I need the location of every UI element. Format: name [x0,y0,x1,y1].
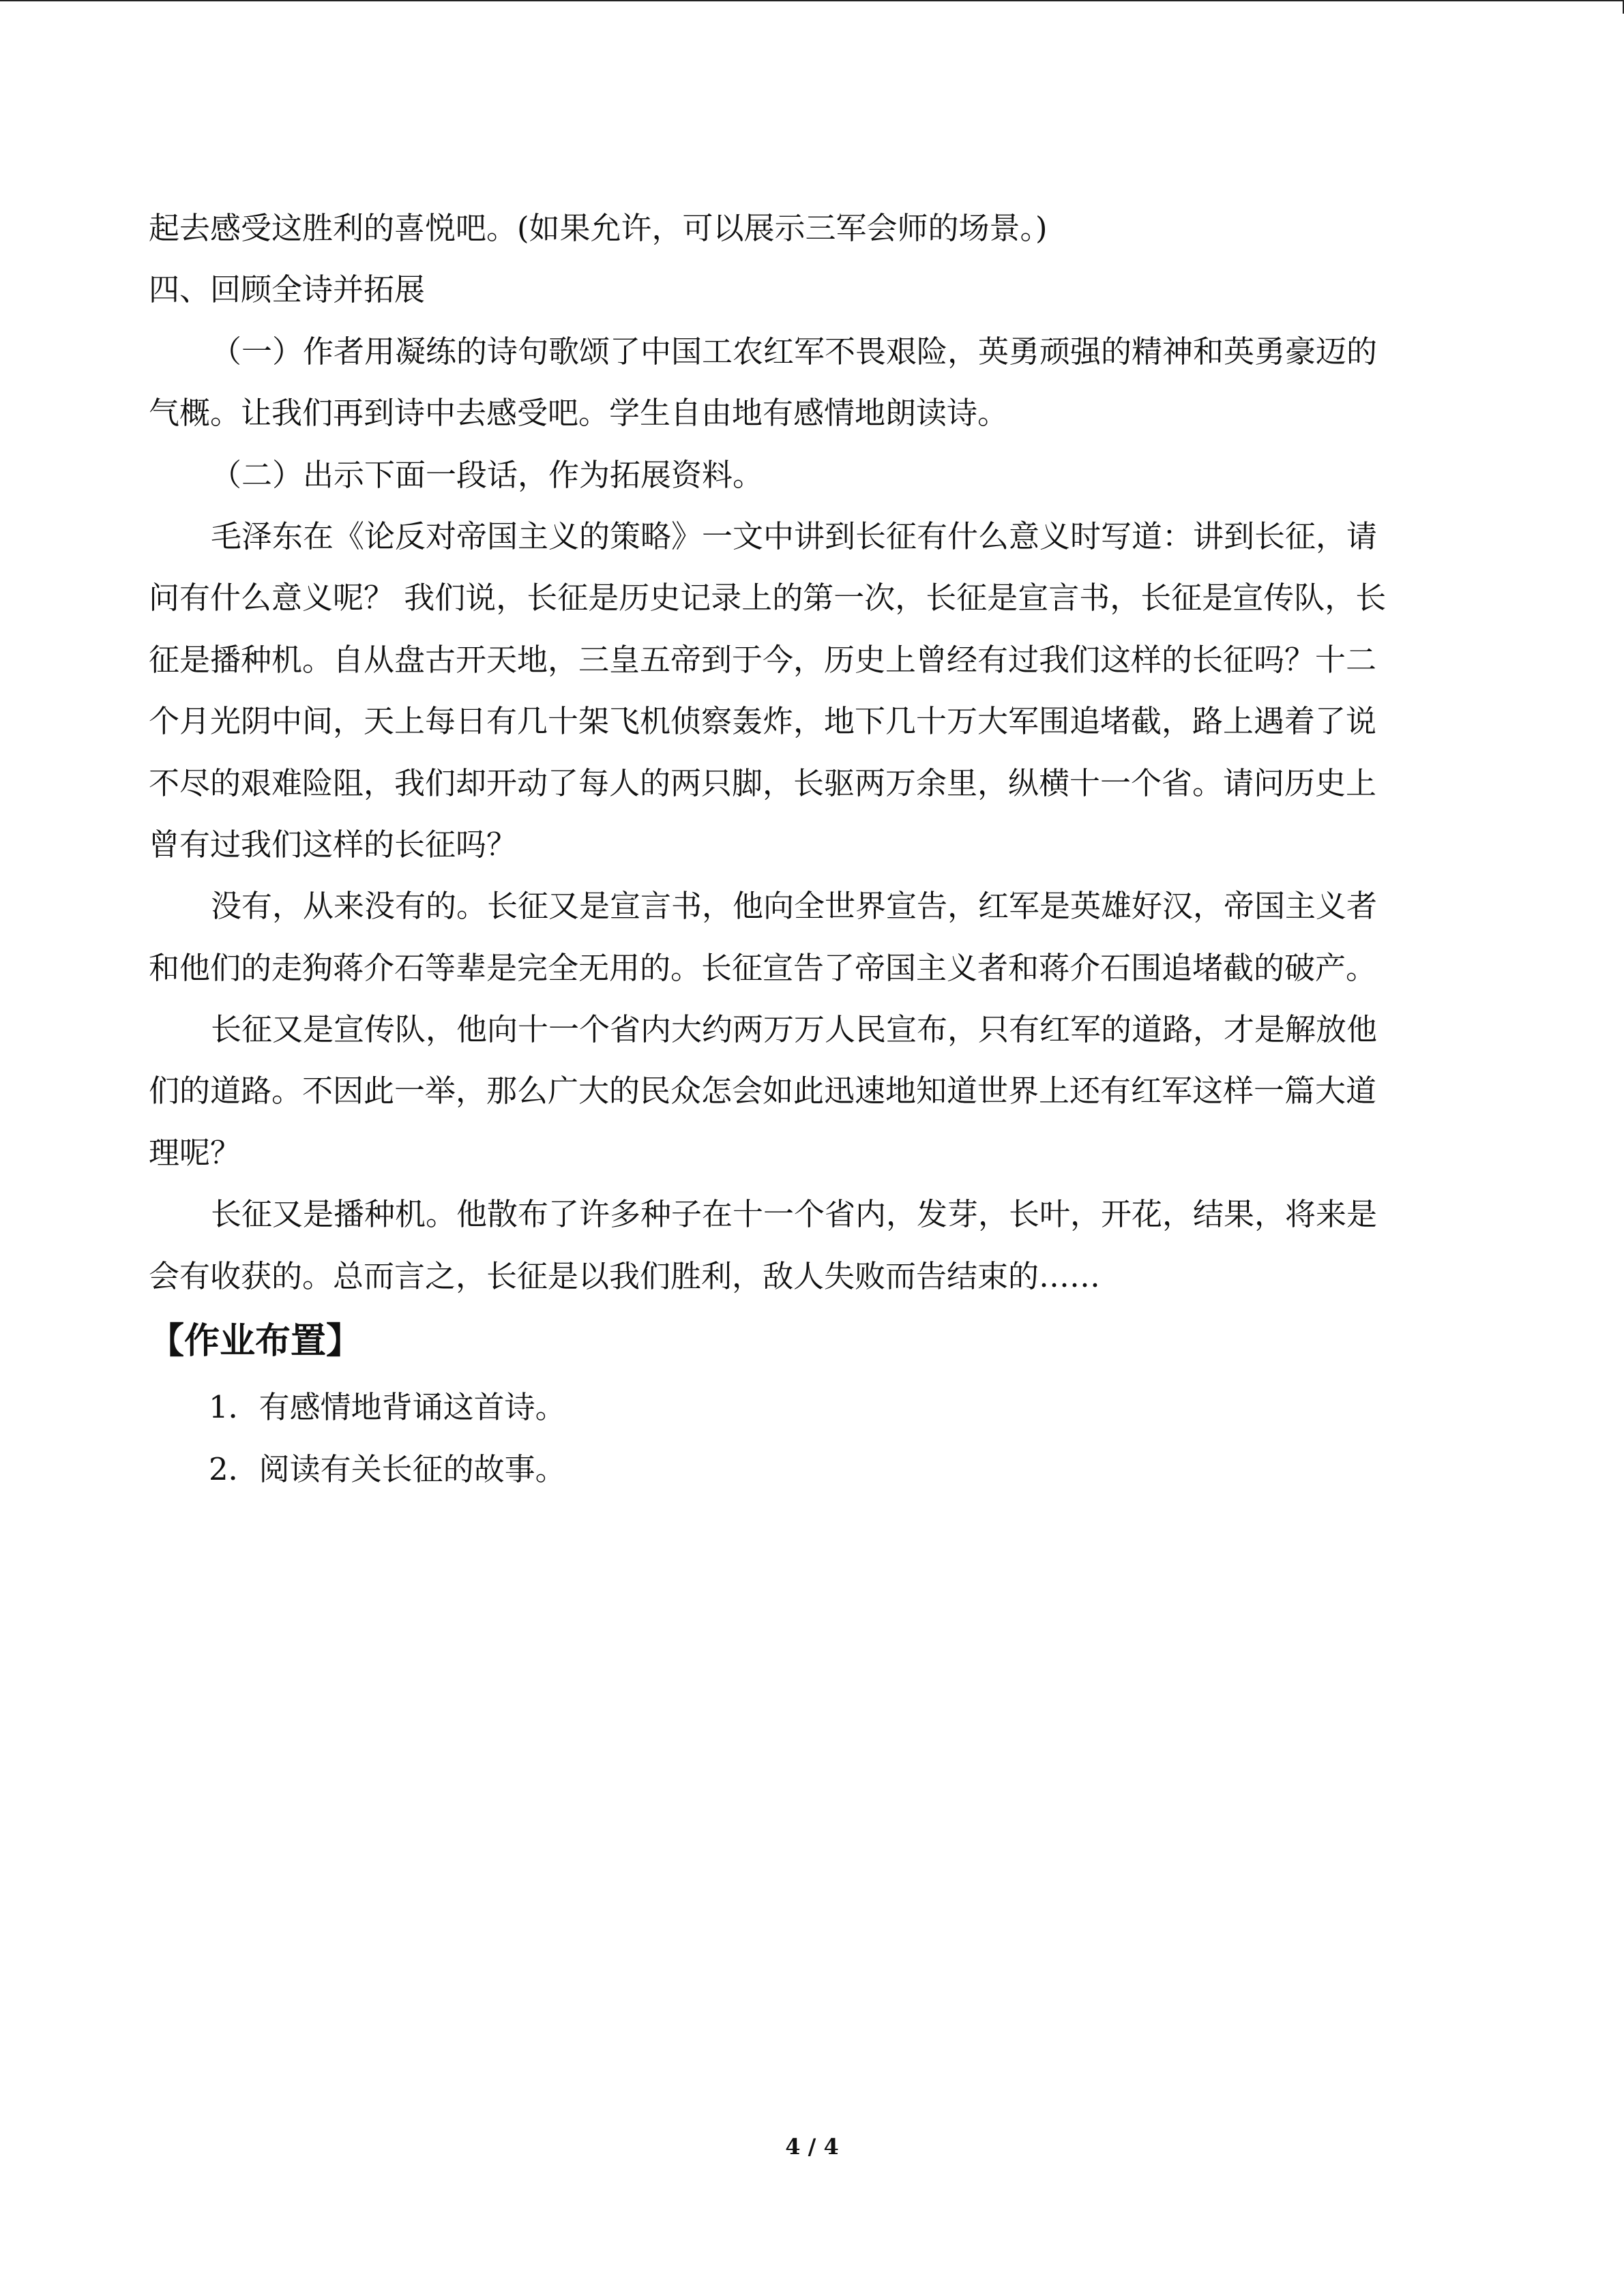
paragraph-line: 起去感受这胜利的喜悦吧。(如果允许，可以展示三军会师的场景。) [149,210,1048,246]
paragraph-line: 和他们的走狗蒋介石等辈是完全无用的。长征宣告了帝国主义者和蒋介石围追堵截的破产。 [149,949,1377,986]
paragraph-line: 们的道路。不因此一举，那么广大的民众怎会如此迅速地知道世界上还有红军这样一篇大道 [149,1073,1377,1109]
paragraph-line: 长征又是宣传队，他向十一个省内大约两万万人民宣布，只有红军的道路，才是解放他 [211,1011,1378,1048]
section-heading: 四、回顾全诗并拓展 [149,271,426,308]
paragraph-line: 征是播种机。自从盘古开天地，三皇五帝到于今，历史上曾经有过我们这样的长征吗？十二 [149,641,1377,678]
page-number: 4 / 4 [785,2134,839,2160]
homework-heading: 【作业布置】 [149,1321,362,1362]
paragraph-line: 长征又是播种机。他散布了许多种子在十一个省内，发芽，长叶，开花，结果，将来是 [211,1196,1378,1233]
paragraph-line: 没有，从来没有的。长征又是宣言书，他向全世界宣告，红军是英雄好汉，帝国主义者 [211,888,1378,925]
homework-item: 2．阅读有关长征的故事。 [209,1451,566,1488]
paragraph-line: 气概。让我们再到诗中去感受吧。学生自由地有感情地朗读诗。 [149,395,1009,432]
page-top-border [0,0,1623,1]
paragraph-line: 会有收获的。总而言之，长征是以我们胜利，敌人失败而告结束的…… [149,1257,1101,1294]
homework-item: 1．有感情地背诵这首诗。 [209,1389,566,1426]
paragraph-line: 问有什么意义呢？ 我们说，长征是历史记录上的第一次，长征是宣言书，长征是宣传队，长 [149,580,1387,616]
paragraph-line: 个月光阴中间，天上每日有几十架飞机侦察轰炸，地下几十万大军围追堵截，路上遇着了说 [149,703,1377,740]
paragraph-line: 毛泽东在《论反对帝国主义的策略》一文中讲到长征有什么意义时写道：讲到长征，请 [211,518,1378,554]
paragraph-line: （一）作者用凝练的诗句歌颂了中国工农红军不畏艰险，英勇顽强的精神和英勇豪迈的 [211,333,1378,370]
paragraph-line: 不尽的艰难险阻，我们却开动了每人的两只脚，长驱两万余里，纵横十一个省。请问历史上 [149,764,1377,801]
document-body [149,208,1465,1511]
paragraph-line: （二）出示下面一段话，作为拓展资料。 [211,456,764,493]
paragraph-line: 曾有过我们这样的长征吗？ [149,826,518,863]
paragraph-line: 理呢？ [149,1134,241,1171]
